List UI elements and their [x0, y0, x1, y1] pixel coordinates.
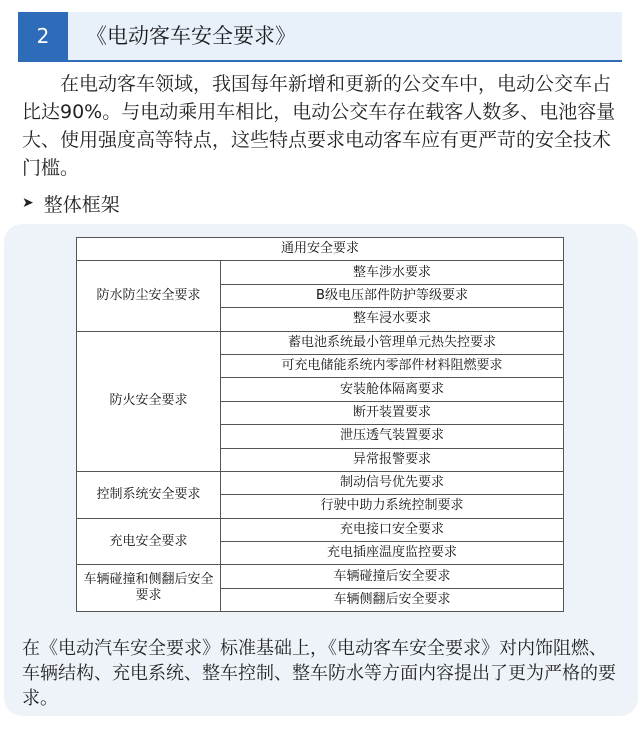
section-number: 2 — [18, 12, 68, 60]
arrow-bullet-icon: ➤ — [22, 195, 34, 211]
section-header — [18, 12, 622, 62]
table-row — [77, 565, 564, 588]
item-cell: 异常报警要求 — [221, 448, 564, 471]
table-row — [77, 238, 564, 261]
table-header-cell: 通用安全要求 — [77, 238, 564, 261]
item-cell: 安装舱体隔离要求 — [221, 378, 564, 401]
item-cell: B级电压部件防护等级要求 — [221, 284, 564, 307]
table-row — [77, 331, 564, 354]
group-cell: 防水防尘安全要求 — [77, 261, 221, 331]
group-cell: 防火安全要求 — [77, 331, 221, 471]
item-cell: 充电插座温度监控要求 — [221, 542, 564, 565]
item-cell: 可充电储能系统内零部件材料阻燃要求 — [221, 354, 564, 377]
outro-paragraph: 在《电动汽车安全要求》标准基础上，《电动客车安全要求》对内饰阻燃、车辆结构、充电系统、整车控制、整车防水等方面内容提出了更为严格的要求。 — [22, 638, 616, 709]
item-cell: 整车浸水要求 — [221, 308, 564, 331]
item-cell: 蓄电池系统最小管理单元热失控要求 — [221, 331, 564, 354]
item-cell: 泄压透气装置要求 — [221, 425, 564, 448]
group-cell: 车辆碰撞和侧翻后安全要求 — [77, 565, 221, 612]
intro-paragraph: 在电动客车领域，我国每年新增和更新的公交车中，电动公交车占比达90%。与电动乘用车相比，电动公交车存在载客人数多、电池容量大、使用强度高等特点，这些特点要求电动客车应有更严苛的安全技术门槛。 — [22, 73, 616, 179]
item-cell: 行驶中助力系统控制要求 — [221, 495, 564, 518]
table-row — [77, 471, 564, 494]
framework-heading — [22, 188, 120, 218]
group-cell: 控制系统安全要求 — [77, 471, 221, 518]
framework-heading-label: 整体框架 — [43, 193, 120, 216]
section-title: 《电动客车安全要求》 — [86, 24, 296, 48]
item-cell: 断开装置要求 — [221, 401, 564, 424]
item-cell: 车辆碰撞后安全要求 — [221, 565, 564, 588]
item-cell: 车辆侧翻后安全要求 — [221, 588, 564, 611]
table-row — [77, 518, 564, 541]
item-cell: 充电接口安全要求 — [221, 518, 564, 541]
table-row — [77, 261, 564, 284]
item-cell: 整车涉水要求 — [221, 261, 564, 284]
item-cell: 制动信号优先要求 — [221, 471, 564, 494]
group-cell: 充电安全要求 — [77, 518, 221, 565]
requirements-table — [76, 237, 564, 612]
